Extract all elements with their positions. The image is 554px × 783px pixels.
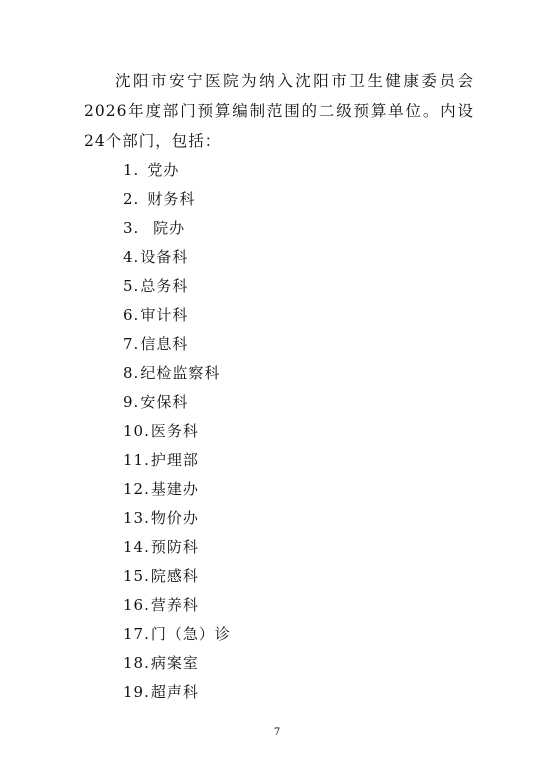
list-item: [123, 243, 231, 272]
list-item-label: 医务科: [150, 422, 199, 440]
list-item-number: 3.: [123, 219, 140, 237]
list-item-label: 设备科: [140, 248, 189, 266]
list-item-number: 12.: [123, 480, 150, 498]
list-item-label: 基建办: [150, 480, 199, 498]
list-item-label: 病案室: [150, 654, 199, 672]
list-item: [123, 562, 231, 591]
list-item: [123, 301, 231, 330]
list-item: [123, 620, 231, 649]
list-item-label: 门（急）诊: [150, 625, 231, 643]
list-item-label: 总务科: [140, 277, 189, 295]
list-item: [123, 214, 231, 243]
list-item-number: 10.: [123, 422, 150, 440]
list-item-label: 院感科: [150, 567, 199, 585]
list-item-number: 14.: [123, 538, 150, 556]
list-item-number: 16.: [123, 596, 150, 614]
list-item-label: 党办: [147, 161, 180, 179]
list-item-number: 13.: [123, 509, 150, 527]
list-item-label: 护理部: [150, 451, 199, 469]
list-item-label: 财务科: [147, 190, 196, 208]
list-item: [123, 272, 231, 301]
list-item-number: 7.: [123, 335, 140, 353]
list-item-label: 营养科: [150, 596, 199, 614]
list-item: [123, 591, 231, 620]
list-item: [123, 359, 231, 388]
list-item: [123, 504, 231, 533]
list-item-label: 院办: [147, 219, 186, 237]
list-item-label: 物价办: [150, 509, 199, 527]
page-number: 7: [273, 727, 281, 738]
list-item-number: 4.: [123, 248, 140, 266]
list-item-number: 17.: [123, 625, 150, 643]
list-item: [123, 388, 231, 417]
list-item: [123, 533, 231, 562]
list-item-number: 5.: [123, 277, 140, 295]
list-item-number: 18.: [123, 654, 150, 672]
list-item-number: 8.: [123, 364, 140, 382]
list-item: [123, 185, 231, 214]
list-item: [123, 678, 231, 707]
list-item-number: 6.: [123, 306, 140, 324]
list-item-number: 2.: [123, 190, 140, 208]
list-item-label: 安保科: [140, 393, 189, 411]
list-item-label: 预防科: [150, 538, 199, 556]
list-item-label: 纪检监察科: [140, 364, 221, 382]
list-item: [123, 330, 231, 359]
list-item-label: 超声科: [150, 683, 199, 701]
list-item-number: 1.: [123, 161, 140, 179]
list-item: [123, 156, 231, 185]
list-item-number: 9.: [123, 393, 140, 411]
list-item: [123, 417, 231, 446]
intro-paragraph: 沈阳市安宁医院为纳入沈阳市卫生健康委员会2026年度部门预算编制范围的二级预算单位。内设24个部门，包括：: [84, 72, 474, 150]
list-item-label: 审计科: [140, 306, 189, 324]
list-item-number: 15.: [123, 567, 150, 585]
department-list: [123, 156, 231, 707]
list-item-number: 11.: [123, 451, 150, 469]
list-item: [123, 446, 231, 475]
list-item-number: 19.: [123, 683, 150, 701]
list-item: [123, 649, 231, 678]
list-item: [123, 475, 231, 504]
list-item-label: 信息科: [140, 335, 189, 353]
